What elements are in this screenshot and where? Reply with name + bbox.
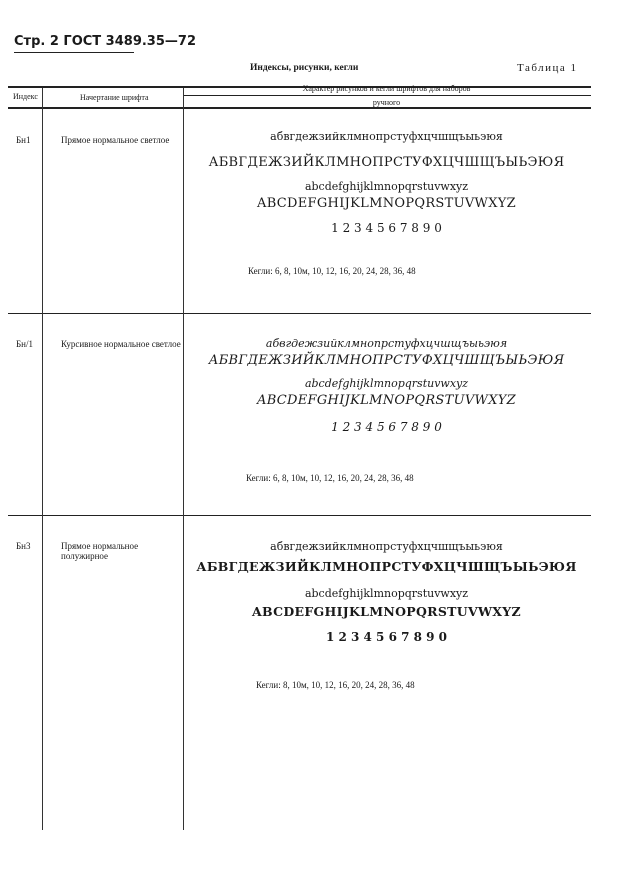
row-index: Бн1	[16, 135, 31, 145]
font-sizes: Кегли: 6, 8, 10м, 10, 12, 16, 20, 24, 28, 36, 48	[248, 266, 416, 276]
row-index: Бн/1	[16, 339, 33, 349]
sample-upper-cyrillic: АБВГДЕЖЗИЙКЛМНОПРСТУФХЦЧШЩЪЫЬЭЮЯ	[208, 353, 565, 368]
row-divider	[8, 313, 591, 314]
header-divider	[183, 95, 591, 96]
header-bottom-border	[8, 107, 591, 109]
col-header-style: Начертание шрифта	[80, 93, 149, 102]
font-sizes: Кегли: 8, 10м, 10, 12, 16, 20, 24, 28, 36, 48	[256, 680, 415, 690]
row-style: Прямое нормальное светлое	[61, 135, 170, 145]
sample-digits: 1 2 3 4 5 6 7 8 9 0	[331, 420, 442, 434]
row-divider	[8, 515, 591, 516]
sample-digits: 1 2 3 4 5 6 7 8 9 0	[325, 630, 448, 644]
row-style: Прямое нормальное полужирное	[61, 541, 139, 561]
sample-lower-latin: abcdefghijklmnopqrstuvwxyz	[304, 180, 469, 193]
sample-lower-latin: abcdefghijklmnopqrstuvwxyz	[304, 377, 469, 390]
page-label: Стр. 2 ГОСТ 3489.35—72	[14, 34, 196, 49]
col-header-manual: ручного	[372, 98, 401, 107]
sample-lower-cyrillic: абвгдежзийклмнопрстуфхцчшщъыьэюя	[270, 130, 503, 143]
sample-lower-cyrillic: абвгдежзийклмнопрстуфхцчшщъыьэюя	[270, 540, 503, 553]
page-label-underline	[14, 52, 134, 53]
sample-upper-cyrillic: АБВГДЕЖЗИЙКЛМНОПРСТУФХЦЧШЩЪЫЬЭЮЯ	[196, 559, 577, 574]
font-sizes: Кегли: 6, 8, 10м, 10, 12, 16, 20, 24, 28, 36, 48	[246, 473, 414, 483]
sample-upper-cyrillic: АБВГДЕЖЗИЙКЛМНОПРСТУФХЦЧШЩЪЫЬЭЮЯ	[208, 155, 565, 170]
sample-upper-latin: ABCDEFGHIJKLMNOPQRSTUVWXYZ	[257, 393, 516, 408]
sample-upper-latin: ABCDEFGHIJKLMNOPQRSTUVWXYZ	[257, 196, 516, 211]
column-divider	[42, 88, 43, 830]
sample-lower-cyrillic: абвгдежзийклмнопрстуфхцчшщъыьэюя	[265, 337, 508, 350]
col-header-index: Индекс	[13, 92, 38, 101]
sample-lower-latin: abcdefghijklmnopqrstuvwxyz	[304, 587, 469, 600]
table-number: Таблица 1	[517, 62, 578, 74]
col-header-character: Характер рисунков и кегли шрифтов для наборов	[302, 84, 471, 93]
row-style: Курсивное нормальное светлое	[61, 339, 181, 349]
sample-digits: 1 2 3 4 5 6 7 8 9 0	[331, 221, 442, 235]
table-caption: Индексы, рисунки, кегли	[250, 63, 359, 73]
sample-upper-latin: ABCDEFGHIJKLMNOPQRSTUVWXYZ	[252, 604, 521, 619]
row-index: Бн3	[16, 541, 31, 551]
